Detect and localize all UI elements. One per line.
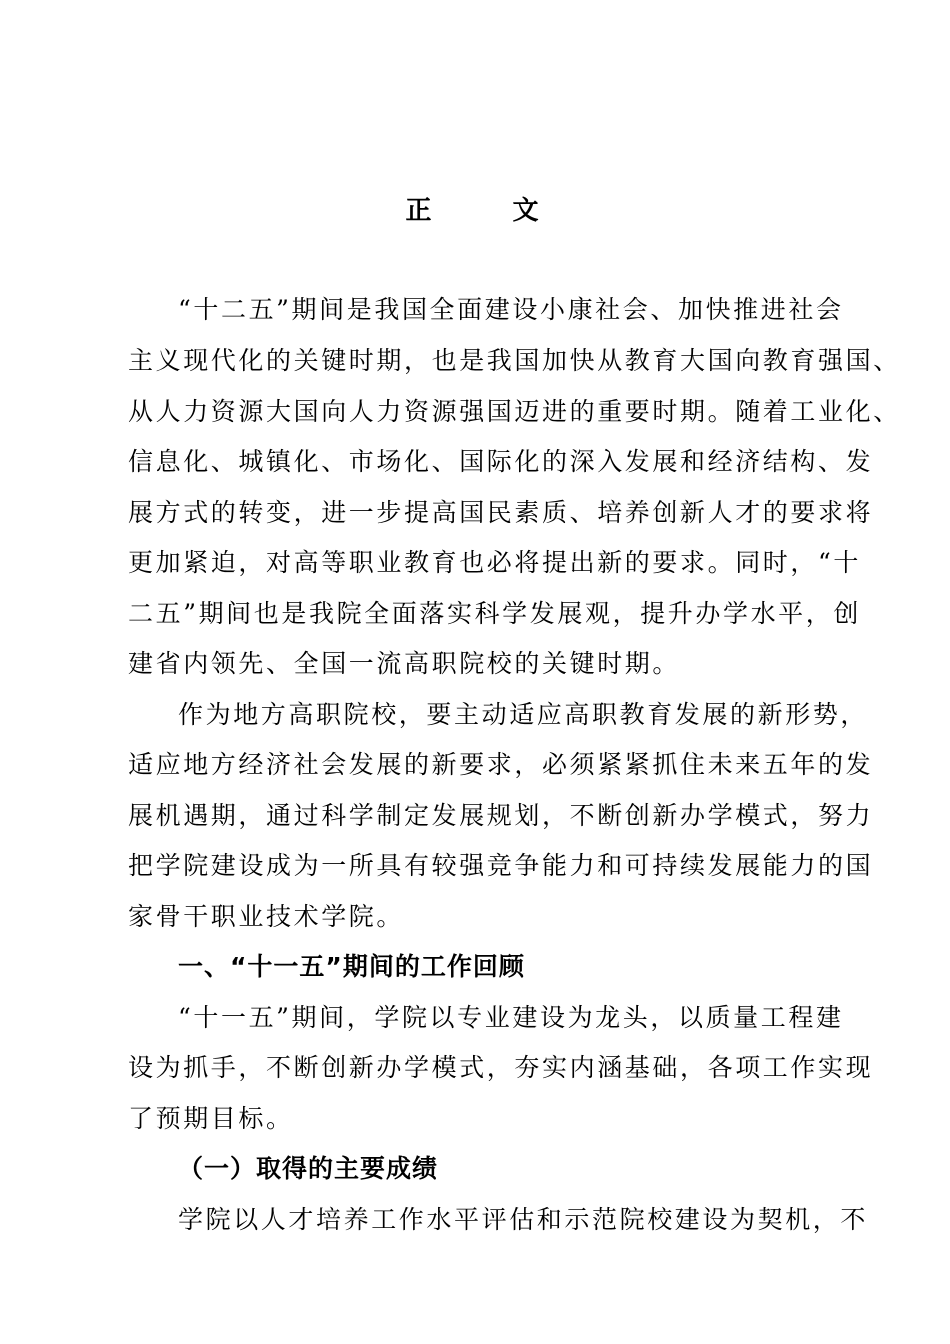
paragraph-line: 家骨干职业技术学院。 xyxy=(128,902,405,931)
paragraph-line: “十二五”期间是我国全面建设小康社会、加快推进社会 xyxy=(178,295,844,324)
document-title: 正 文 xyxy=(405,196,575,226)
paragraph-line: 建省内领先、全国一流高职院校的关键时期。 xyxy=(128,649,681,678)
paragraph-line: 把学院建设成为一所具有较强竞争能力和可持续发展能力的国 xyxy=(128,851,874,880)
paragraph-line: 主义现代化的关键时期，也是我国加快从教育大国向教育强国、 xyxy=(128,346,901,375)
paragraph-line: “十一五”期间，学院以专业建设为龙头，以质量工程建 xyxy=(178,1003,844,1032)
paragraph-line: 学院以人才培养工作水平评估和示范院校建设为契机，不 xyxy=(178,1205,869,1234)
paragraph-line: 二五”期间也是我院全面落实科学发展观，提升办学水平，创 xyxy=(128,599,861,628)
paragraph-line: 展方式的转变，进一步提高国民素质、培养创新人才的要求将 xyxy=(128,498,874,527)
paragraph-line: 设为抓手，不断创新办学模式，夯实内涵基础，各项工作实现 xyxy=(128,1053,874,1082)
paragraph-line: 展机遇期，通过科学制定发展规划，不断创新办学模式，努力 xyxy=(128,801,874,830)
subsection-heading: （一）取得的主要成绩 xyxy=(178,1154,439,1183)
paragraph-line: 信息化、城镇化、市场化、国际化的深入发展和经济结构、发 xyxy=(128,447,874,476)
section-heading: 一、“十一五”期间的工作回顾 xyxy=(178,952,525,981)
paragraph-line: 了预期目标。 xyxy=(128,1104,294,1133)
paragraph-line: 从人力资源大国向人力资源强国迈进的重要时期。随着工业化、 xyxy=(128,397,901,426)
paragraph-line: 更加紧迫，对高等职业教育也必将提出新的要求。同时，“十 xyxy=(128,548,861,577)
paragraph-line: 作为地方高职院校，要主动适应高职教育发展的新形势， xyxy=(178,700,869,729)
paragraph-line: 适应地方经济社会发展的新要求，必须紧紧抓住未来五年的发 xyxy=(128,750,874,779)
